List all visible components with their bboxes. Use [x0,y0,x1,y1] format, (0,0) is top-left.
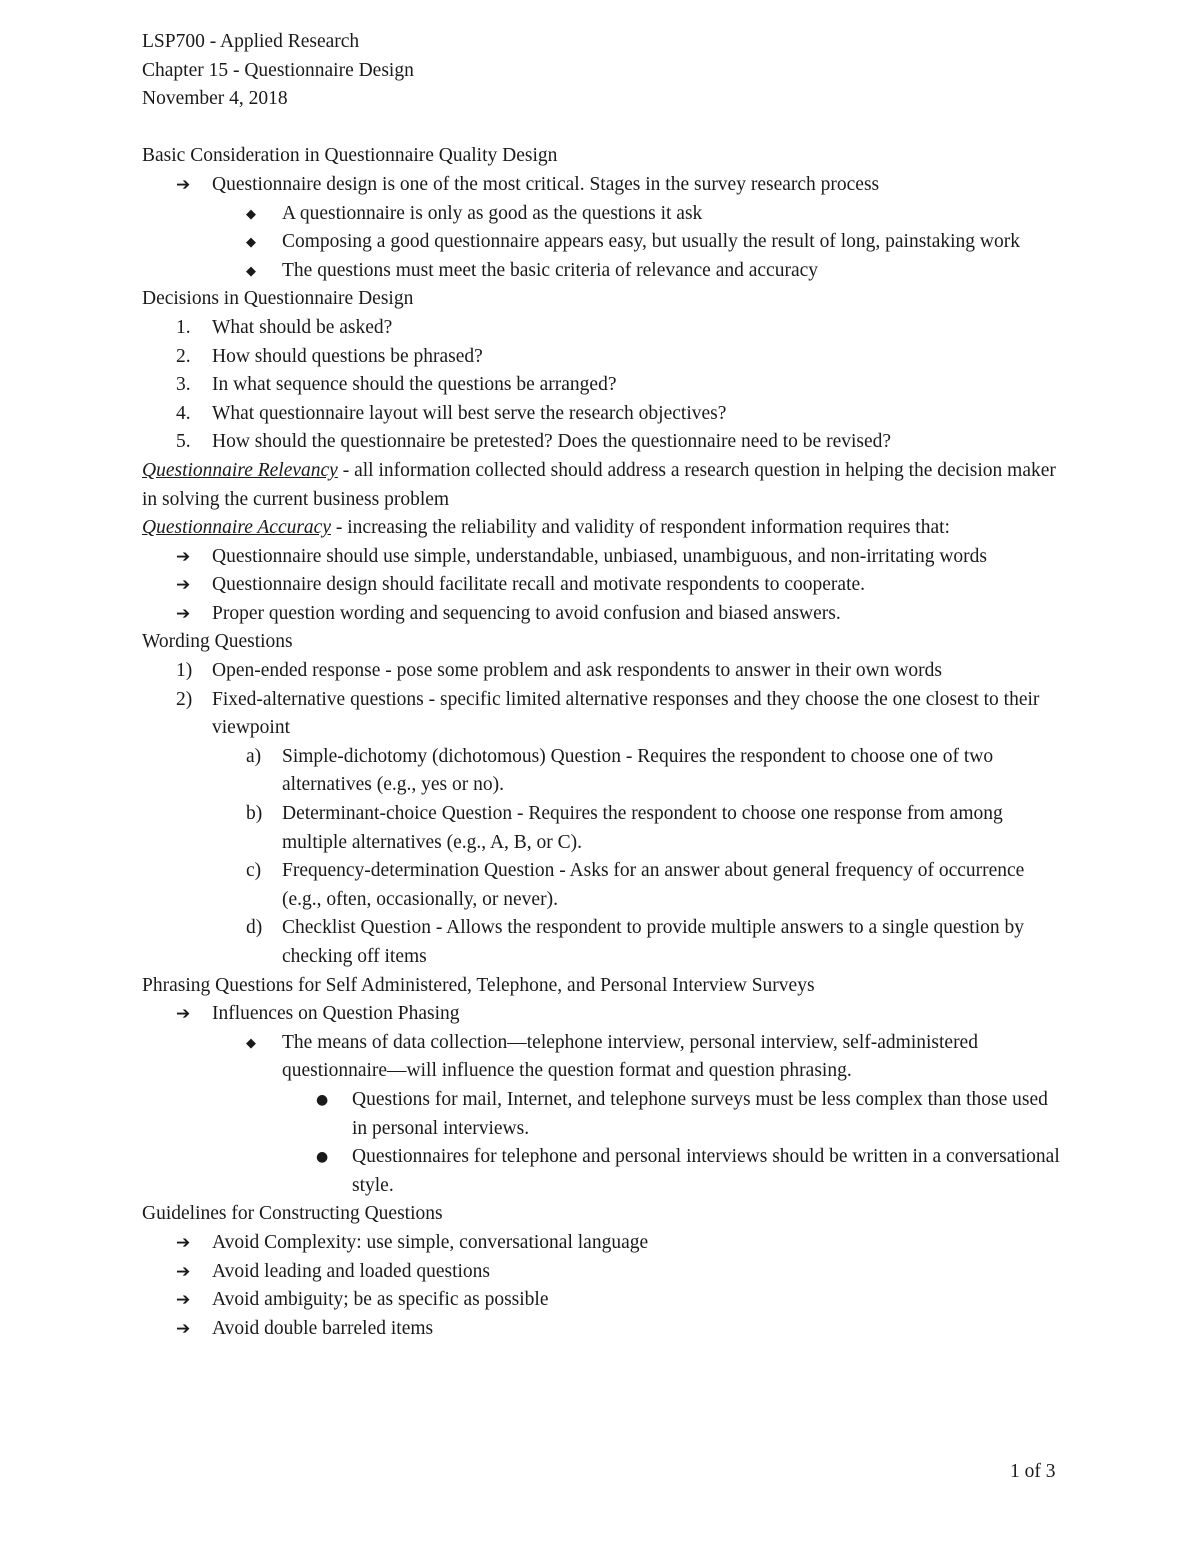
list-item: ◆ The means of data collection—telephone interview, personal interview, self-administered questionnaire—will influence the question format and question phrasing. [246,1031,978,1082]
list-item: ➔ Questionnaire design should facilitate recall and motivate respondents to cooperate. [142,571,1062,600]
right-arrow-icon: ➔ [176,1004,191,1025]
list-item: ◆ Composing a good questionnaire appears easy, but usually the result of long, painstaking work [142,228,1062,257]
accuracy-paragraph: Questionnaire Accuracy - increasing the reliability and validity of respondent information requires that: [142,517,950,539]
list-item: b) Determinant-choice Question - Requires the respondent to choose one response from among multiple alternatives (e.g., A, B, or C). [246,803,1003,853]
relevancy-term: Questionnaire Relevancy [142,459,338,481]
list-item: ➔ Avoid leading and loaded questions [142,1258,1062,1287]
diamond-bullet-icon: ◆ [246,206,256,222]
diamond-bullet-icon: ◆ [246,1035,256,1051]
list-item: ◆ The questions must meet the basic criteria of relevance and accuracy [142,257,1062,286]
list-item: ➔ Avoid ambiguity; be as specific as possible [142,1286,1062,1315]
right-arrow-icon: ➔ [176,1318,191,1339]
accuracy-term: Questionnaire Accuracy [142,517,331,539]
list-item: 4. What questionnaire layout will best serve the research objectives? [176,402,727,424]
chapter-title: Chapter 15 - Questionnaire Design [142,59,414,81]
list-item: 5. How should the questionnaire be pretested? Does the questionnaire need to be revised? [176,431,892,453]
relevancy-paragraph: Questionnaire Relevancy - all information collected should address a research question in helping the decision maker in solving the current business problem [142,459,1056,510]
list-item: 1. What should be asked? [176,316,393,338]
right-arrow-icon: ➔ [176,1290,191,1311]
list-item: ● Questions for mail, Internet, and telephone surveys must be less complex than those used in personal interviews. [142,1086,1062,1143]
list-item: a) Simple-dichotomy (dichotomous) Question - Requires the respondent to choose one of two alternatives (e.g., yes or no). [246,745,994,796]
course-title: LSP700 - Applied Research [142,31,360,52]
list-item: ◆ A questionnaire is only as good as the questions it ask [142,200,1062,229]
diamond-bullet-icon: ◆ [246,235,256,251]
section-title-decisions: Decisions in Questionnaire Design [142,288,414,310]
round-bullet-icon: ● [316,1091,329,1108]
section-title-wording: Wording Questions [142,631,293,653]
list-item: 2. How should questions be phrased? [176,345,483,367]
list-item: 1) Open-ended response - pose some problem and ask respondents to answer in their own words [176,660,942,682]
list-item: c) Frequency-determination Question - Asks for an answer about general frequency of occurrence (e.g., often, occasionally, or never). [246,860,1025,910]
list-item: ➔ Proper question wording and sequencing to avoid confusion and biased answers. [142,600,1062,629]
right-arrow-icon: ➔ [176,575,191,596]
section-title-guidelines: Guidelines for Constructing Questions [142,1203,443,1225]
list-item: 2) Fixed-alternative questions - specific limited alternative responses and they choose the one closest to their viewpoint [176,688,1040,739]
right-arrow-icon: ➔ [176,603,191,624]
list-item: d) Checklist Question - Allows the respondent to provide multiple answers to a single question by checking off items [246,917,1024,967]
document-body [142,28,1062,1343]
right-arrow-icon: ➔ [176,1261,191,1282]
page-number: 1 of 3 [1010,1461,1056,1482]
section-title-phrasing: Phrasing Questions for Self Administered, Telephone, and Personal Interview Surveys [142,974,815,996]
right-arrow-icon: ➔ [176,174,191,195]
right-arrow-icon: ➔ [176,546,191,567]
list-item: ➔ Influences on Question Phasing [142,1000,1062,1029]
document-date: November 4, 2018 [142,88,288,110]
list-item: ➔ Avoid double barreled items [142,1315,1062,1344]
round-bullet-icon: ● [316,1149,329,1166]
right-arrow-icon: ➔ [176,1232,191,1253]
section-title-basic: Basic Consideration in Questionnaire Quality Design [142,145,558,167]
list-item: 3. In what sequence should the questions be arranged? [176,374,617,396]
list-item: ➔ Questionnaire design is one of the most critical. Stages in the survey research process [142,171,1062,200]
list-item: ➔ Avoid Complexity: use simple, conversational language [142,1229,1062,1258]
list-item: ● Questionnaires for telephone and personal interviews should be written in a conversational style. [142,1143,1062,1200]
blank-line [142,114,1062,143]
diamond-bullet-icon: ◆ [246,263,256,279]
list-item: ➔ Questionnaire should use simple, understandable, unbiased, unambiguous, and non-irritating words [142,543,1062,572]
